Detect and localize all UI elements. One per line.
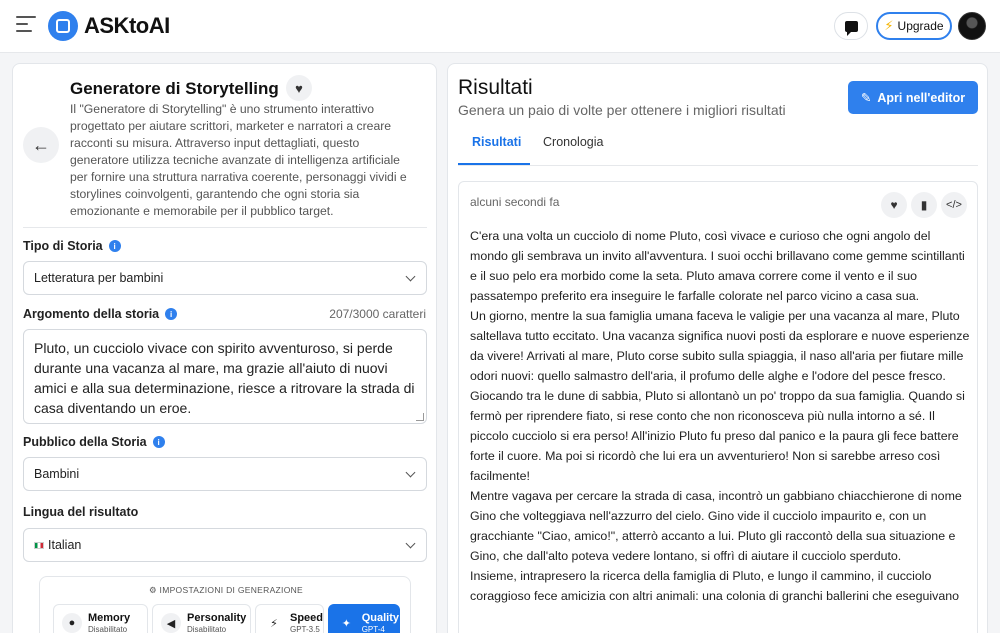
story-type-label-text: Tipo di Storia bbox=[23, 239, 103, 253]
logo[interactable] bbox=[48, 11, 170, 41]
story-text bbox=[470, 226, 970, 606]
upgrade-button[interactable] bbox=[876, 12, 952, 40]
generation-settings bbox=[39, 576, 411, 633]
chevron-down-icon bbox=[406, 272, 416, 282]
audience-select[interactable] bbox=[23, 457, 427, 491]
personality-subtitle: Disabilitato bbox=[187, 625, 227, 633]
menu-icon[interactable] bbox=[16, 16, 36, 34]
heart-icon: ♥ bbox=[890, 198, 898, 212]
clipboard-icon: ▮ bbox=[920, 198, 928, 212]
pencil-icon: ✎ bbox=[860, 91, 872, 105]
chat-button[interactable] bbox=[834, 12, 868, 40]
code-icon: </> bbox=[946, 199, 962, 211]
divider bbox=[23, 227, 427, 228]
result-card bbox=[458, 181, 978, 633]
quality-option[interactable] bbox=[328, 604, 400, 633]
open-editor-label: Apri nell'editor bbox=[877, 90, 966, 105]
top-header bbox=[0, 0, 1000, 53]
language-label bbox=[23, 505, 138, 519]
memory-subtitle: Disabilitato bbox=[88, 625, 128, 633]
audience-label bbox=[23, 435, 165, 449]
personality-title: Personality bbox=[187, 612, 247, 624]
brain-icon: ● bbox=[62, 613, 82, 633]
heart-icon: ♥ bbox=[295, 80, 303, 96]
language-label-text: Lingua del risultato bbox=[23, 505, 139, 519]
sparkle-icon: ✦ bbox=[341, 617, 351, 630]
tool-title: Generatore di Storytelling bbox=[70, 79, 279, 98]
tabs-divider bbox=[458, 165, 978, 166]
italy-flag-icon bbox=[34, 542, 44, 549]
quality-title: Quality bbox=[361, 612, 399, 624]
megaphone-icon: ◀ bbox=[161, 613, 181, 633]
speed-option[interactable] bbox=[255, 604, 324, 633]
topic-textarea[interactable] bbox=[23, 329, 427, 424]
generation-settings-label: ⚙ IMPOSTAZIONI DI GENERAZIONE bbox=[148, 585, 304, 595]
memory-title: Memory bbox=[88, 612, 131, 624]
language-value: Italian bbox=[48, 538, 82, 552]
bolt-icon: ⚡ bbox=[270, 617, 278, 630]
tab-results[interactable]: Risultati bbox=[472, 135, 522, 149]
results-title: Risultati bbox=[458, 76, 533, 99]
story-paragraph: Insieme, intrapresero la ricerca della famiglia di Pluto, e lungo il cammino, il cucciolo coraggioso fece amicizia con altri animali: una colonia di granchi ballerini che eseguivano bbox=[470, 569, 960, 603]
like-button[interactable] bbox=[881, 192, 907, 218]
memory-option[interactable] bbox=[53, 604, 148, 633]
topic-label bbox=[23, 307, 177, 321]
result-timestamp: alcuni secondi fa bbox=[470, 195, 560, 209]
open-editor-button[interactable] bbox=[848, 81, 978, 114]
tool-description: Il "Generatore di Storytelling" è uno strumento interattivo progettato per aiutare scrittori, marketer e narratori a creare racconti su misura. Attraverso input dettagliati, questo generatore utilizza tecniche avanzate di intelligenza artificiale per fornire una struttura narrativa coerente, personaggi vividi e storylines coinvolgenti, garantendo che ogni storia sia emozionante e memorabile per il pubblico target. bbox=[70, 102, 407, 218]
code-button[interactable] bbox=[941, 192, 967, 218]
language-select[interactable] bbox=[23, 528, 427, 562]
resize-handle[interactable] bbox=[416, 413, 424, 421]
topic-value: Pluto, un cucciolo vivace con spirito avventuroso, si perde durante una vacanza al mare, ma grazie all'aiuto di nuovi amici e alla sua determinazione, riesce a ritrovare la strada di casa diventando un eroe. bbox=[34, 340, 415, 416]
logo-icon bbox=[48, 11, 78, 41]
results-subtitle: Genera un paio di volte per ottenere i migliori risultati bbox=[458, 102, 786, 118]
personality-option[interactable] bbox=[152, 604, 251, 633]
story-paragraph: Un giorno, mentre la sua famiglia umana faceva le valigie per una vacanza al mare, Pluto saltellava tutto eccitato. Una vacanza significa nuovi posti da esplorare e nuove esperienze da vivere! Arrivati al mare, Pluto corse subito sulla spiaggia, il naso all'aria per fiutare mille odori nuovi: quello salmastro dell'aria, il profumo delle alghe e l'odore del pesce fresco. bbox=[470, 309, 970, 383]
speed-subtitle: GPT-3.5 bbox=[289, 625, 320, 633]
results-panel bbox=[447, 63, 988, 633]
favorite-button[interactable] bbox=[286, 75, 312, 101]
info-icon[interactable]: i bbox=[153, 436, 165, 448]
topic-label-text: Argomento della storia bbox=[23, 307, 160, 321]
story-type-select[interactable] bbox=[23, 261, 427, 295]
tool-form-panel bbox=[12, 63, 437, 633]
chevron-down-icon bbox=[406, 468, 416, 478]
story-paragraph: C'era una volta un cucciolo di nome Pluto, così vivace e curioso che ogni angolo del mondo gli sembrava un invito all'avventura. I suoi occhi brillavano come gemme scintillanti e il suo pelo era morbido come la seta. Pluto amava correre come il vento e il suo passatempo preferito era inseguire le farfalle colorate nel parco vicino a casa sua. bbox=[470, 229, 965, 303]
avatar[interactable] bbox=[958, 12, 986, 40]
chevron-down-icon bbox=[406, 539, 416, 549]
upgrade-label: Upgrade bbox=[897, 19, 944, 33]
copy-button[interactable] bbox=[911, 192, 937, 218]
back-button[interactable] bbox=[23, 127, 59, 163]
story-type-value: Letteratura per bambini bbox=[34, 271, 164, 285]
speed-title: Speed bbox=[289, 612, 323, 624]
audience-label-text: Pubblico della Storia bbox=[23, 435, 147, 449]
story-type-label bbox=[23, 239, 121, 253]
logo-text: ASKtoAI bbox=[84, 13, 170, 38]
active-tab-indicator bbox=[458, 163, 530, 165]
info-icon[interactable]: i bbox=[165, 308, 177, 320]
quality-subtitle: GPT-4 bbox=[361, 625, 385, 633]
generation-settings-label-text: IMPOSTAZIONI DI GENERAZIONE bbox=[159, 585, 304, 595]
story-paragraph: Giocando tra le dune di sabbia, Pluto si allontanò un po' troppo da sua famiglia. Quando si fermò per riprendere fiato, si rese conto che non riconosceva più nulla intorno a sé. Il piccolo cucciolo si era perso! All'inizio Pluto fu preso dal panico e la paura gli fece battere forte il cuore. Ma poi si ricordò che lui era un avventuriero! Non si sarebbe arreso così facilmente! bbox=[470, 389, 965, 483]
arrow-left-icon: ← bbox=[32, 134, 50, 155]
chat-icon bbox=[845, 21, 858, 32]
info-icon[interactable]: i bbox=[109, 240, 121, 252]
bolt-icon: ⚡ bbox=[884, 18, 894, 33]
story-paragraph: Mentre vagava per cercare la strada di casa, incontrò un gabbiano chiacchierone di nome Gino che volteggiava nell'azzurro del cielo. Gino vide il cucciolo impaurito e, con un gracchiante "Ciao, amico!", atterrò accanto a lui. Pluto gli raccontò della sua situazione e Gino, che dall'alto poteva vedere lontano, si offrì di aiutare il cucciolo sperduto. bbox=[470, 489, 962, 563]
audience-value: Bambini bbox=[34, 467, 80, 481]
character-counter: 207/3000 caratteri bbox=[329, 307, 426, 321]
tab-history[interactable]: Cronologia bbox=[543, 135, 604, 149]
